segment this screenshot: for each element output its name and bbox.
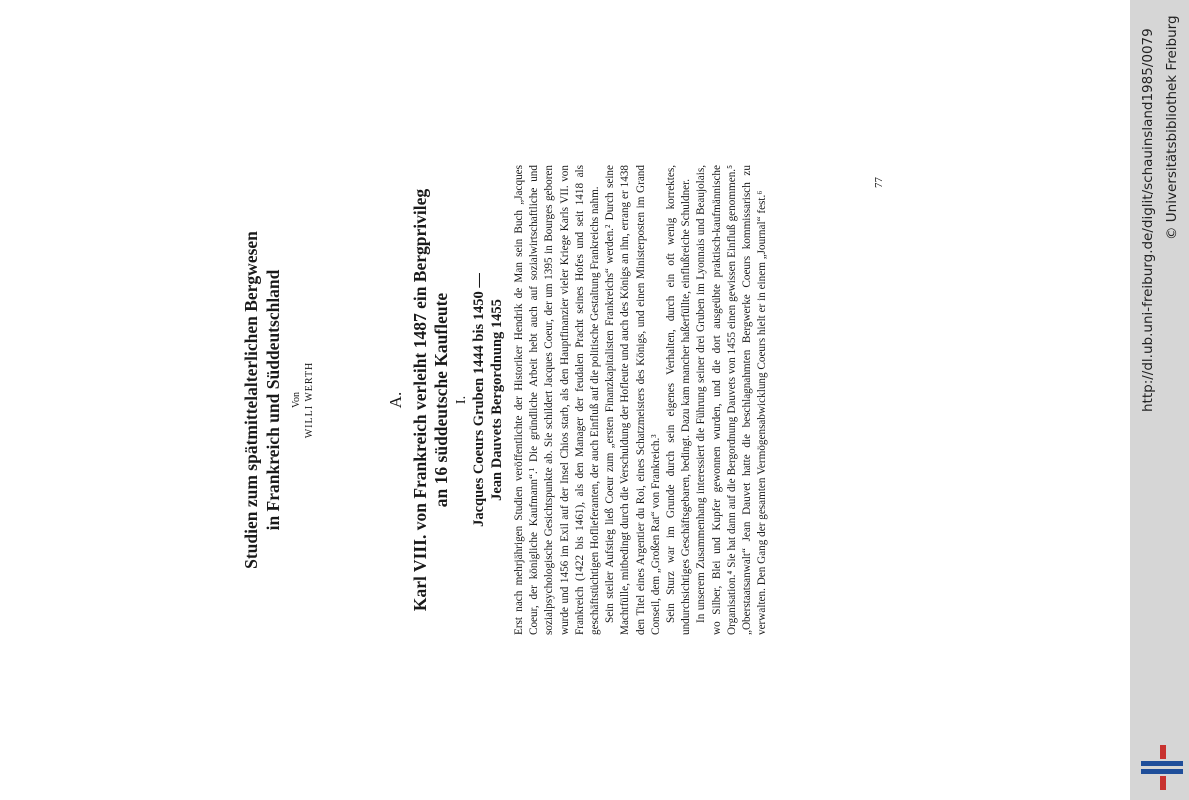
section-i-title-line2: Jean Dauvets Bergordnung 1455 xyxy=(489,299,505,501)
library-logo-icon xyxy=(1141,745,1183,790)
copyright-notice: © Universitätsbibliothek Freiburg xyxy=(1164,15,1180,240)
logo-blue-bar xyxy=(1141,769,1183,774)
section-a-title xyxy=(410,0,452,800)
article-title xyxy=(240,0,284,800)
paragraph: Erst nach mehrjährigen Studien veröffentlichte der Historiker Hendrik de Man sein Buch „Jacques Coeur, der königliche Kaufmann“.¹ Die gründliche Arbeit hebt auch auf sozialwirtschaftliche und sozialpsychologische Gesichtspunkte ab. Sie schildert Jacques Coeur, der um 1395 in Bourges geboren wurde und 1456 im Exil auf der Insel Chios starb, als den Hauptfinanzier vieler Kriege Karls VII. von Frankreich (1422 bis 1461), als den Manager der feudalen Pracht seines Hofes und seit 1418 als geschäftstüchtigen Hoflieferanten, der auch Einfluß auf die politische Gestaltung Frankreichs nahm. xyxy=(513,165,602,635)
sidebar-text xyxy=(1130,0,1189,800)
section-a-heading: A. xyxy=(386,391,405,409)
logo-blue-bar xyxy=(1141,761,1183,766)
byline: Von xyxy=(291,392,302,408)
source-url-link[interactable]: http://dl.ub.uni-freiburg.de/diglit/schauinsland1985/0079 xyxy=(1140,28,1156,412)
logo-red-bar xyxy=(1160,745,1166,759)
section-i-title-line1: Jacques Coeurs Gruben 1444 bis 1450 — xyxy=(471,273,487,527)
paragraph: Sein Sturz war im Grunde durch sein eigenes Verhalten, durch ein oft wenig korrektes, undurchsichtiges Geschäftsgebaren, bedingt. Dazu kam mancher haßerfüllte, einflußreiche Schuldner. xyxy=(665,165,693,635)
library-sidebar xyxy=(1130,0,1189,800)
body-text xyxy=(512,165,770,635)
paragraph: In unserem Zusammenhang interessiert die Führung seiner drei Gruben im Lyonnais und Beaujolais, wo Silber, Blei und Kupfer gewonnen wurden, und die dort ausgeübte praktisch-kaufmännische Organisation.⁴ Sie hat dann auf die Bergordnung Dauvets von 1455 einen gewissen Einfluß genommen.⁵ „Oberstaatsanwalt“ Jean Dauvet hatte die beschlagnahmten Bergwerke Coeurs kommissarisch zu verwalten. Den Gang der gesamten Vermögensabwicklung Coeurs hielt er in einem „Journal“ fest.⁶ xyxy=(695,165,769,635)
article-title-line2: in Frankreich und Süddeutschland xyxy=(263,269,283,531)
author-name: WILLI WERTH xyxy=(304,361,315,439)
section-a-title-line2: an 16 süddeutsche Kaufleute xyxy=(431,292,451,508)
logo-red-bar xyxy=(1160,776,1166,790)
page-number: 77 xyxy=(873,177,885,188)
section-a-title-line1: Karl VIII. von Frankreich verleiht 1487 ein Bergprivileg xyxy=(410,188,430,612)
section-i-heading: I. xyxy=(454,395,469,405)
section-i-title xyxy=(470,0,506,800)
paragraph: Sein steiler Aufstieg ließ Coeur zum „ersten Finanzkapitalisten Frankreichs“ werden.² Durch seine Machtfülle, mitbedingt durch die Verschuldung der Hofleute und auch des Königs an ihn, errang er 1438 den Titel eines Argentier du Roi, eines Schatzmeisters des Königs, und einen Ministerposten im Grand Conseil, dem „Großen Rat“ von Frankreich.³ xyxy=(604,165,662,635)
article-title-line1: Studien zum spätmittelalterlichen Bergwesen xyxy=(241,231,261,569)
